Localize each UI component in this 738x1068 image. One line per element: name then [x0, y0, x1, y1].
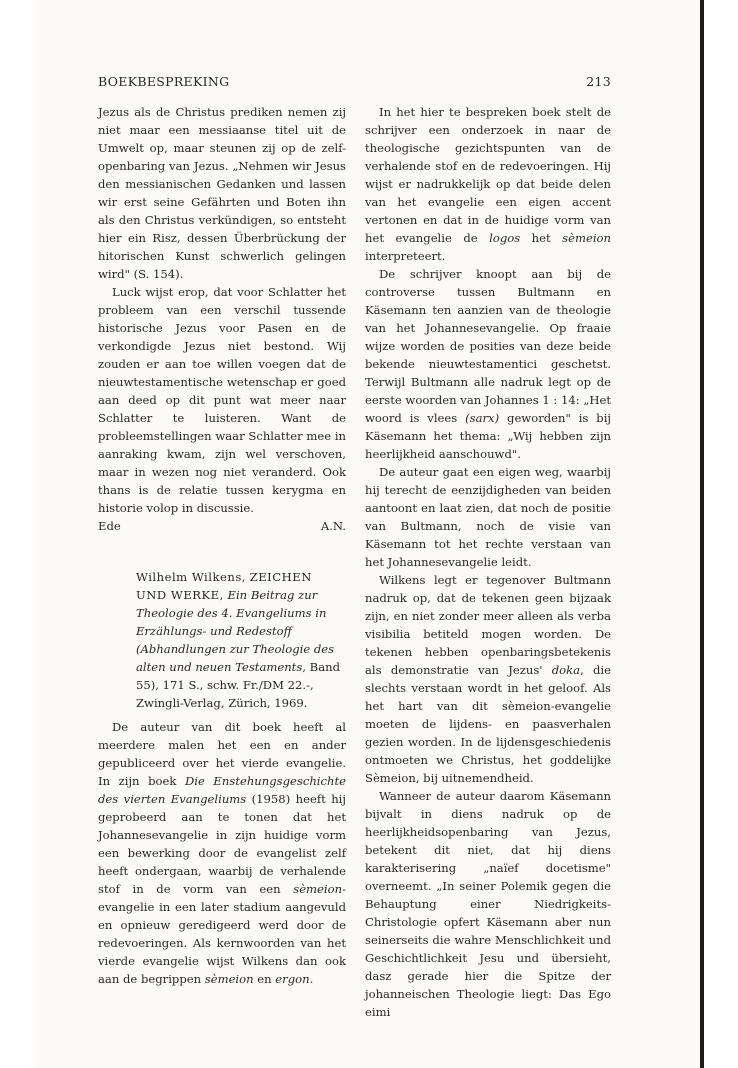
- signature-line: [98, 517, 346, 535]
- paragraph: Luck wijst erop, dat voor Schlatter het probleem van een verschil tussende historische Jezus voor Pasen en de verkondigde Jezus niet bestond. Wij zouden er aan toe willen voegen dat de nieuwtestamentische wetenschap er goed aan deed op dit punt wat meer naar Schlatter te luisteren. Want de probleemstellingen waar Schlatter mee in aanraking kwam, zijn wel verschoven, maar in wezen nog niet veranderd. Ook thans is de relatie tussen kerygma en historie volop in discussie.: [98, 285, 346, 515]
- paragraph: In het hier te bespreken boek stelt de schrijver een onderzoek in naar de theologische gezichtspunten van de verhalende stof en de redevoeringen. Hij wijst er nadrukkelijk op dat beide delen van het evangelie een eigen accent vertonen en dat in de huidige vorm van het evangelie de logos het sèmeion interpreteert.: [365, 105, 611, 263]
- italic-term: sèmeion: [562, 231, 611, 245]
- book-details: Band 55), 171 S., schw. Fr./DM 22.-, Zwingli-Verlag, Zürich, 1969.: [136, 660, 340, 710]
- italic-term: sèmeion: [204, 972, 254, 986]
- paragraph: De auteur gaat een eigen weg, waarbij hij terecht de eenzijdigheden van beiden aantoont en laat zien, dat noch de positie van Bultmann, noch de visie van Käsemann tot het rechte verstaan van het Johannesevangelie leidt.: [365, 465, 611, 569]
- signature-initials: A.N.: [320, 519, 346, 533]
- book-author: Wilhelm Wilkens,: [136, 570, 246, 584]
- right-column: [365, 103, 611, 1021]
- italic-term: (sarx): [465, 411, 500, 425]
- left-column: [98, 103, 346, 988]
- book-title: ZEICHEN UND WERKE,: [136, 570, 312, 602]
- italic-term: ergon: [275, 972, 310, 986]
- paragraph: Wilkens legt er tegenover Bultmann nadruk op, dat de tekenen geen bijzaak zijn, en niet zonder meer alleen als verba visibilia betiteld mogen worden. De tekenen hebben openbaringsbetekenis als demonstratie van Jezus' doka, die slechts verstaan wordt in het geloof. Als het hart van dit sèmeion-evangelie moeten de lijdens- en paasverhalen gezien worden. In de lijdensgeschiedenis ontmoeten we Christus, het goddelijke Sèmeion, bij uitnemendheid.: [365, 573, 611, 785]
- page-edge-shadow: [700, 0, 704, 1068]
- paragraph: Jezus als de Christus prediken nemen zij niet maar een messiaanse titel uit de Umwelt op, maar steunen zij op de zelf-openbaring van Jezus. „Nehmen wir Jesus den messianischen Gedanken und lassen wir erst seine Gefährten und Boten ihn als den Christus verkündigen, so entsteht hier ein Risz, dessen Überbrückung der hitorischen Kunst schwerlich gelingen wird" (S. 154).: [98, 105, 346, 281]
- section-title: BOEKBESPREKING: [98, 74, 230, 89]
- italic-book-title: Die Enstehungsgeschichte des vierten Evangeliums: [98, 774, 346, 806]
- paragraph: Wanneer de auteur daarom Käsemann bijvalt in diens nadruk op de heerlijkheidsopenbaring van Jezus, betekent dit niet, dat hij diens karakterisering „naïef docetisme" overneemt. „In seiner Polemik gegen die Behauptung einer Niedrigkeits-Christologie opfert Käsemann aber nun seinerseits die wahre Menschlichkeit und Geschichtlichkeit Jesu und übersieht, dasz gerade hier die Spitze der johanneischen Theologie liegt: Das Ego eimi: [365, 789, 611, 1019]
- review-book-entry: [136, 568, 346, 712]
- paragraph: De auteur van dit boek heeft al meerdere malen het een en ander gepubliceerd over het vierde evangelie. In zijn boek Die Enstehungsgeschichte des vierten Evangeliums (1958) heeft hij geprobeerd aan te tonen dat het Johannesevangelie in zijn huidige vorm een bewerking door de evangelist zelf heeft ondergaan, waarbij de verhalende stof in de vorm van een sèmeion-evangelie in een later stadium aangevuld en opnieuw geredigeerd werd door de redevoeringen. Als kernwoorden van het vierde evangelie wijst Wilkens dan ook aan de begrippen sèmeion en ergon.: [98, 720, 346, 986]
- paragraph: De schrijver knoopt aan bij de controverse tussen Bultmann en Käsemann ten aanzien van de theologie van het Johannesevangelie. Op fraaie wijze worden de posities van deze beide bekende nieuwtestamentici geschetst. Terwijl Bultmann alle nadruk legt op de eerste woorden van Johannes 1 : 14: „Het woord is vlees (sarx) geworden" is bij Käsemann het thema: „Wij hebben zijn heerlijkheid aanschouwd".: [365, 267, 611, 461]
- italic-term: logos: [489, 231, 521, 245]
- italic-term: sèmeion: [293, 882, 343, 896]
- signature-place: Ede: [98, 519, 121, 533]
- italic-term: doka: [551, 663, 581, 677]
- book-subtitle: Ein Beitrag zur Theologie des 4. Evangeliums in Erzählungs- und Redestoff (Abhandlungen zur Theologie des alten und neuen Testaments,: [136, 588, 335, 674]
- page-number: 213: [586, 74, 611, 89]
- running-header: [98, 74, 611, 94]
